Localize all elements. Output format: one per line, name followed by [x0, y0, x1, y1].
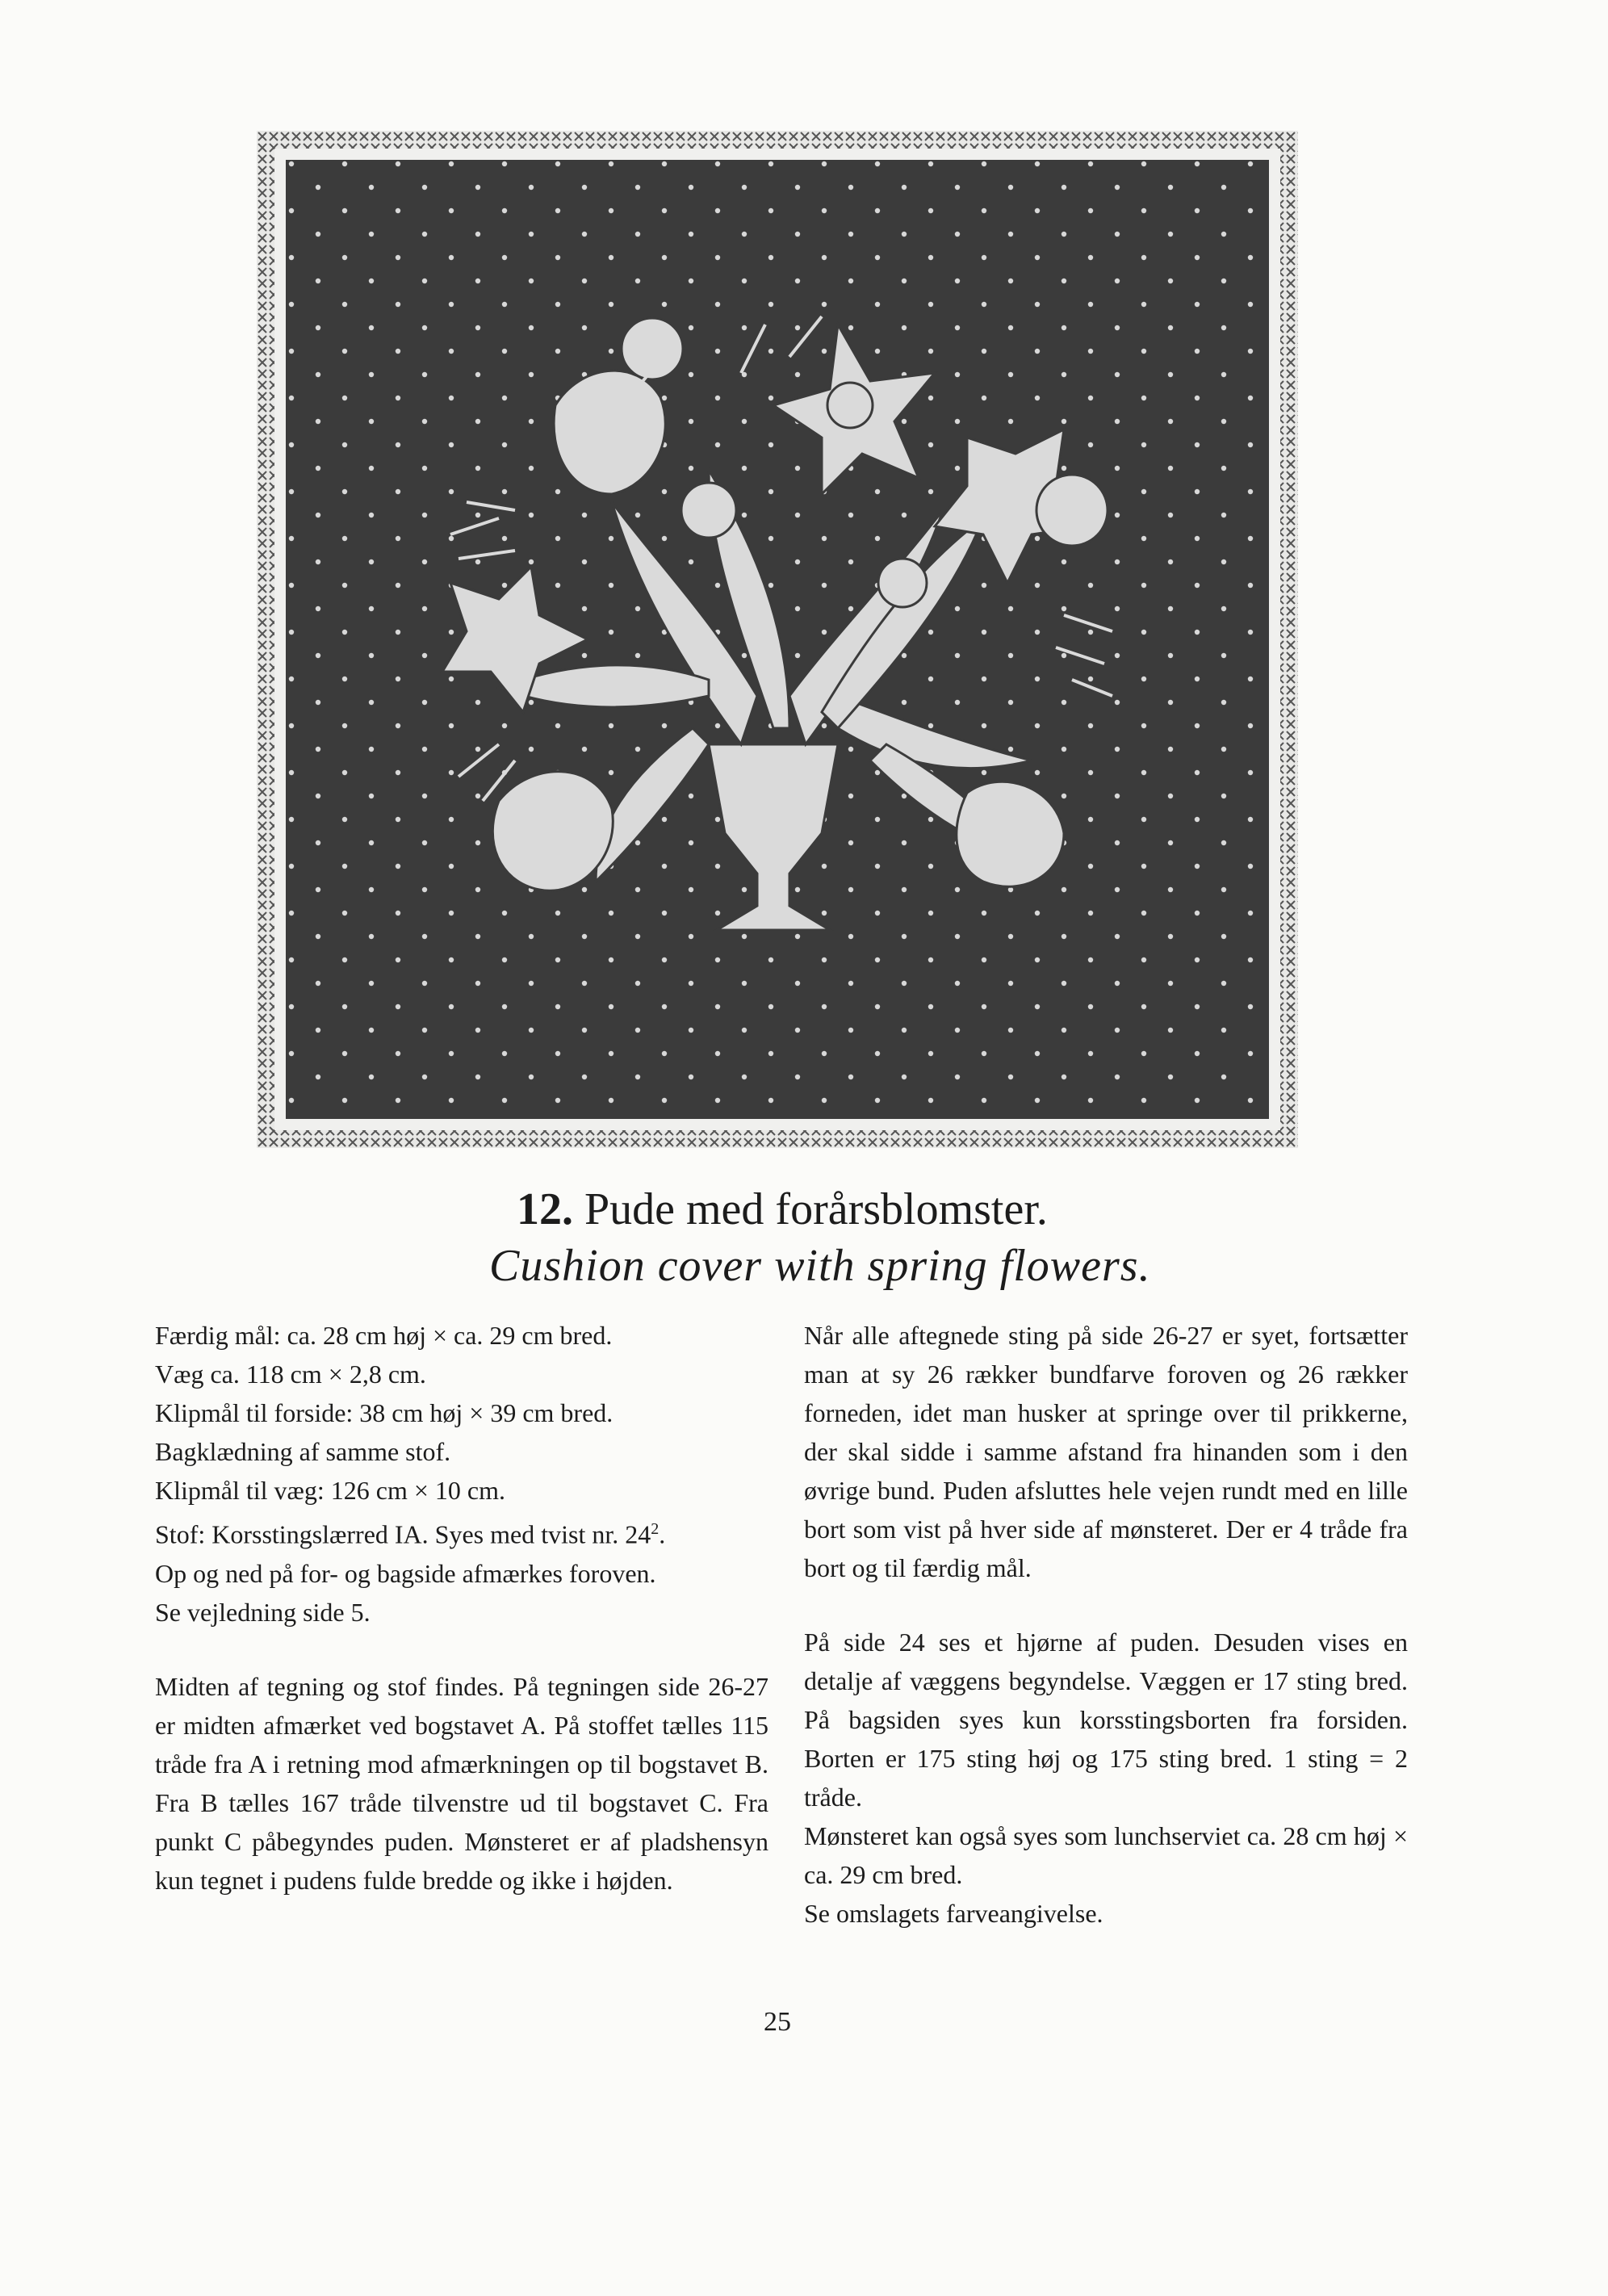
wall-line: Væg ca. 118 cm × 2,8 cm. [155, 1360, 426, 1389]
tvist-superscript: 2 [651, 1520, 660, 1538]
embroidery-photo [257, 131, 1298, 1148]
page-number: 25 [764, 2007, 791, 2037]
right-column [804, 1316, 1408, 1933]
lunch-paragraph: Mønsteret kan også syes som lunchserviet ca. 28 cm høj × ca. 29 cm bred. [804, 1821, 1408, 1889]
caption-number: 12. [517, 1184, 573, 1234]
caption-english: Cushion cover with spring flowers. [489, 1241, 1151, 1291]
center-paragraph: Midten af tegning og stof findes. På tegningen side 26-27 er midten afmærket ved bogstavet A. På stoffet tælles 115 tråde fra A i retning mod afmærkningen op til bogstavet B. Fra B tælles 167 tråde tilvenstre ud til bogstavet C. Fra punkt C påbegyndes puden. Mønsteret er af pladshensyn kun tegnet i pudens fulde bredde og ikke i højden. [155, 1671, 768, 1895]
corner-paragraph: På side 24 ses et hjørne af puden. Desuden vises en detalje af væggens begyndelse. Væggen er 17 sting bred. På bagsiden syes kun korsstingsborten fra forsiden. Borten er 175 sting høj og 175 sting bred. 1 sting = 2 tråde. [804, 1628, 1408, 1812]
left-column [155, 1316, 768, 1900]
cut-wall-line: Klipmål til væg: 126 cm × 10 cm. [155, 1476, 506, 1505]
cut-front-line: Klipmål til forside: 38 cm høj × 39 cm bred. [155, 1398, 613, 1427]
caption-title-danish: Pude med forårsblomster. [584, 1184, 1048, 1234]
rose-right [1036, 475, 1108, 546]
backing-line: Bagklædning af samme stof. [155, 1437, 451, 1466]
fabric-line: Stof: Korsstingslærred IA. Syes med tvist nr. $24^2$. [155, 1519, 666, 1549]
guide-line: Se vejledning side 5. [155, 1597, 371, 1627]
rows-paragraph: Når alle aftegnede sting på side 26-27 er syet, fortsætter man at sy 26 rækker bundfarve foroven og 26 rækker forneden, idet man husker at springe over til prikkerne, der skal sidde i samme afstand fra hinanden som i den øvrige bund. Puden afsluttes hele vejen rundt med en lille bort som vist på hver side af mønsteret. Der er 4 tråde fra bort og til færdig mål. [804, 1321, 1408, 1582]
caption-danish [517, 1184, 1048, 1234]
color-note: Se omslagets farveangivelse. [804, 1899, 1103, 1928]
dimensions-line: Færdig mål: ca. 28 cm høj × ca. 29 cm bred. [155, 1321, 613, 1350]
marking-line: Op og ned på for- og bagside afmærkes foroven. [155, 1558, 656, 1588]
